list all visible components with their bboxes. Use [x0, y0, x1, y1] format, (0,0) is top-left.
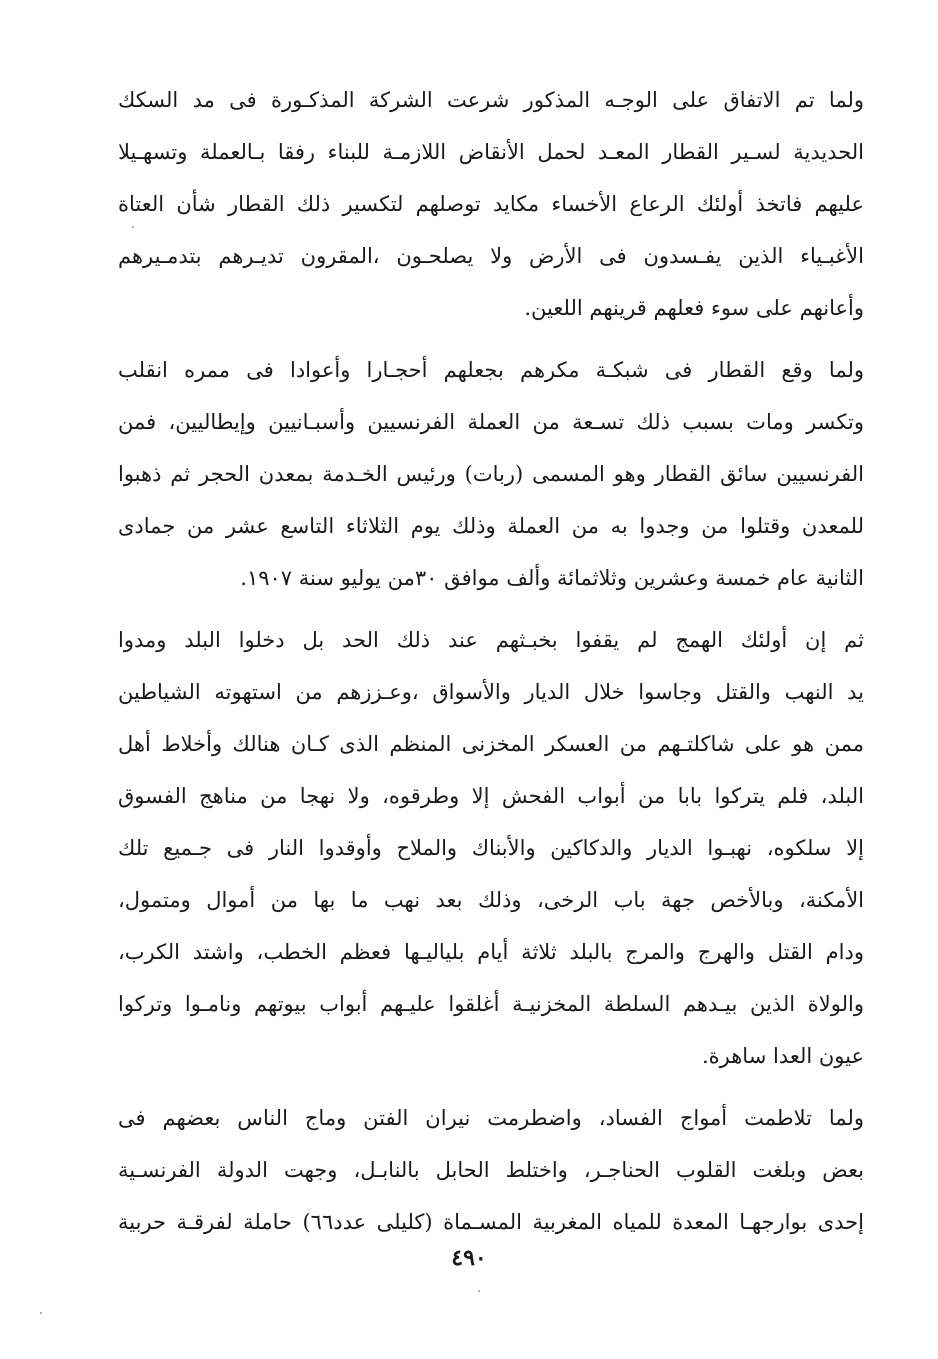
text-line: الثانية عام خمسة وعشرين وثلاثمائة وألف موافق ٣٠من يوليو سنة ١٩٠٧. [240, 566, 864, 590]
text-line: عليهم فاتخذ أولئك الرعاع الأخساء مكايد توصلهم لتكسير ذلك القطار شأن العتاة [118, 192, 864, 216]
text-line: ولما تم الاتفاق على الوجـه المذكور شرعت الشركة المذكـورة فى مد السكك [118, 88, 864, 112]
text-line: الأمكنة، وبالأخص جهة باب الرخى، وذلك بعد نهب ما بها من أموال ومتمول، [118, 888, 864, 912]
paragraph-gap [118, 1082, 864, 1092]
text-line: الحديدية لسـير القطار المعـد لحمل الأنقاض اللازمـة للبناء رفقا بـالعملة وتسهـيلا [118, 140, 864, 164]
text-line: يد النهب والقتل وجاسوا خلال الديار والأسواق ،وعـززهم من استهوته الشياطين [118, 680, 864, 704]
text-line: البلد، فلم يتركوا بابا من أبواب الفحش إلا وطرقوه، ولا نهجا من مناهج الفسوق [118, 784, 864, 808]
text-line: الفرنسيين سائق القطار وهو المسمى (ربات) ورئيس الخـدمة بمعدن الحجر ثم ذهبوا [118, 462, 864, 486]
text-line: ولما وقع القطار فى شبكـة مكرهم بجعلهم أحجـارا وأعوادا فى ممره انقلب [118, 358, 864, 382]
paragraph-gap [118, 604, 864, 614]
scan-speck [40, 1312, 42, 1314]
scan-speck [132, 226, 134, 228]
text-line: وأعانهم على سوء فعلهم قرينهم اللعين. [524, 296, 864, 320]
text-line: الأغبـياء الذين يفـسدون فى الأرض ولا يصلحـون ،المقرون تديـرهم بتدمـيرهم [118, 244, 864, 268]
text-line: وتكسر ومات بسبب ذلك تسـعة من العملة الفرنسيين وأسبـانيين وإيطاليين، فمن [118, 410, 864, 434]
text-line: إحدى بوارجهـا المعدة للمياه المغربية المسـماة (كليلى عدد٦٦) حاملة لفرقـة حربية [118, 1210, 864, 1234]
scan-speck [478, 1290, 480, 1292]
paragraph-gap [118, 334, 864, 344]
text-line: للمعدن وقتلوا من وجدوا به من العملة وذلك يوم الثلاثاء التاسع عشر من جمادى [118, 514, 864, 538]
text-line: والولاة الذين بيـدهم السلطة المخزنيـة أغلقوا عليـهم أبواب بيوتهم ونامـوا وتركوا [118, 992, 864, 1016]
page-number: ٤٩٠ [451, 1245, 487, 1271]
text-line: بعض وبلغت القلوب الحناجـر، واختلط الحابل بالنابـل، وجهت الدولة الفرنسـية [118, 1158, 864, 1182]
body-text [118, 74, 864, 1248]
text-line: عيون العدا ساهرة. [701, 1044, 864, 1068]
text-line: ثم إن أولئك الهمج لم يقفوا بخبـثهم عند ذلك الحد بل دخلوا البلد ومدوا [118, 628, 864, 652]
text-line: إلا سلكوه، نهبـوا الديار والدكاكين والأبناك والملاح وأوقدوا النار فى جـميع تلك [118, 836, 864, 860]
text-line: ودام القتل والهرج والمرج بالبلد ثلاثة أيام بلياليـها فعظم الخطب، واشتد الكرب، [118, 940, 864, 964]
text-line: ولما تلاطمت أمواج الفساد، واضطرمت نيران الفتن وماج الناس بعضهم فى [118, 1106, 864, 1130]
text-line: ممن هو على شاكلتـهم من العسكر المخزنى المنظم الذى كـان هنالك وأخلاط أهل [118, 732, 864, 756]
